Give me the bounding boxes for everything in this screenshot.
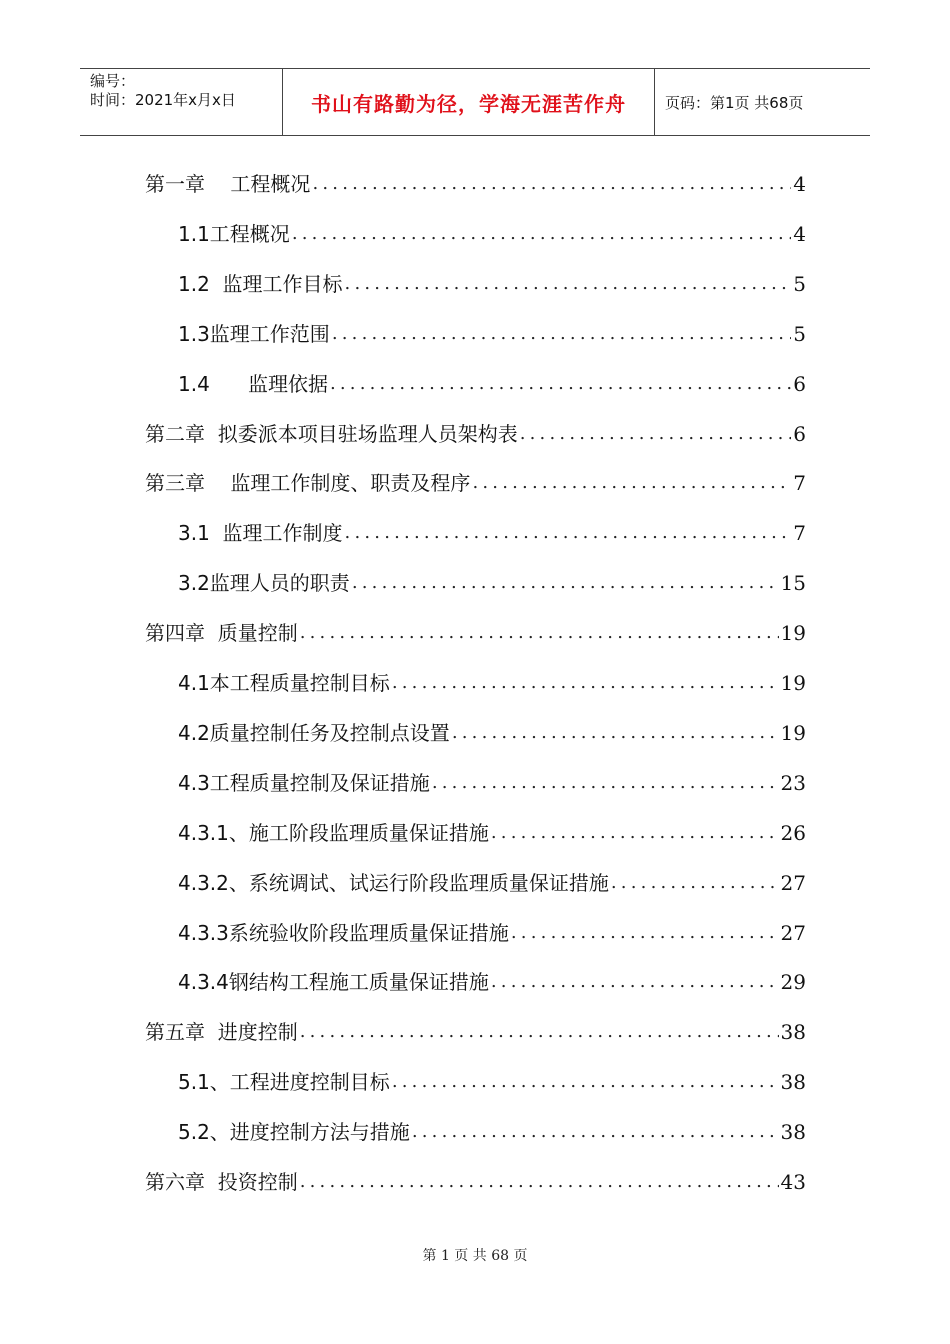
toc-dot-leader [611, 868, 779, 898]
toc-entry[interactable] [145, 419, 806, 449]
toc-entry-title: 第四章 质量控制 [145, 621, 298, 646]
toc-entry[interactable] [178, 918, 806, 948]
date-label: 时间：2021年x月x日 [90, 91, 236, 109]
toc-entry-page: 38 [780, 1120, 806, 1145]
toc-entry[interactable] [178, 269, 806, 299]
toc-entry[interactable] [145, 1017, 806, 1047]
toc-entry-page: 23 [780, 770, 806, 795]
toc-dot-leader [292, 219, 791, 249]
toc-entry-page: 27 [780, 870, 806, 895]
toc-entry-title: 第二章 拟委派本项目驻场监理人员架构表 [145, 421, 518, 446]
toc-entry-title: 1.2 监理工作目标 [178, 271, 343, 296]
toc-dot-leader [392, 668, 779, 698]
toc-entry-page: 6 [793, 371, 806, 396]
toc-dot-leader [332, 319, 791, 349]
toc-dot-leader [452, 718, 779, 748]
toc-entry[interactable] [178, 1067, 806, 1097]
header-page-info: 页码：第1页 共68页 [665, 93, 804, 112]
toc-entry-title: 3.2监理人员的职责 [178, 571, 350, 596]
toc-dot-leader [330, 369, 791, 399]
toc-entry[interactable] [178, 568, 806, 598]
toc-entry-page: 38 [780, 1070, 806, 1095]
toc-dot-leader [432, 768, 779, 798]
toc-entry[interactable] [178, 1117, 806, 1147]
toc-entry-page: 4 [793, 221, 806, 246]
toc-entry-page: 7 [793, 521, 806, 546]
toc-entry[interactable] [145, 618, 806, 648]
header-motto: 书山有路勤为径，学海无涯苦作舟 [282, 69, 655, 135]
toc-entry-title: 4.3工程质量控制及保证措施 [178, 770, 430, 795]
page-header [80, 68, 870, 136]
toc-dot-leader [312, 169, 791, 199]
toc-entry[interactable] [178, 668, 806, 698]
toc-entry-page: 19 [780, 720, 806, 745]
toc-entry-title: 第一章 工程概况 [145, 172, 311, 196]
toc-entry[interactable] [145, 169, 806, 199]
toc-entry-title: 1.4 监理依据 [178, 371, 328, 396]
toc-entry[interactable] [178, 219, 806, 249]
toc-entry-page: 29 [780, 970, 806, 995]
toc-dot-leader [300, 1167, 779, 1197]
toc-entry-page: 4 [793, 172, 806, 196]
toc-entry[interactable] [178, 868, 806, 898]
toc-entry-page: 7 [793, 471, 806, 496]
toc-entry[interactable] [178, 818, 806, 848]
toc-entry-page: 19 [780, 671, 806, 695]
toc-dot-leader [491, 967, 779, 997]
toc-entry[interactable] [178, 718, 806, 748]
toc-entry[interactable] [145, 1167, 806, 1197]
toc-entry[interactable] [145, 468, 806, 498]
toc-entry-title: 1.3监理工作范围 [178, 321, 330, 346]
toc-entry-page: 6 [793, 421, 806, 446]
toc-entry-title: 5.2、进度控制方法与措施 [178, 1120, 410, 1145]
serial-label: 编号： [90, 72, 136, 90]
toc-entry[interactable] [178, 369, 806, 399]
toc-entry-title: 第三章 监理工作制度、职责及程序 [145, 471, 471, 496]
toc-entry-title: 4.3.3系统验收阶段监理质量保证措施 [178, 920, 509, 945]
toc-entry-title: 4.3.1、施工阶段监理质量保证措施 [178, 820, 489, 845]
header-meta [80, 69, 282, 135]
page-footer: 第 1 页 共 68 页 [422, 1248, 528, 1264]
toc-dot-leader [511, 918, 779, 948]
toc-entry-title: 4.3.4钢结构工程施工质量保证措施 [178, 970, 489, 995]
toc-entry-title: 4.2质量控制任务及控制点设置 [178, 720, 450, 745]
toc-entry-title: 4.3.2、系统调试、试运行阶段监理质量保证措施 [178, 870, 609, 895]
toc-entry-page: 38 [780, 1020, 806, 1045]
toc-dot-leader [300, 1017, 779, 1047]
toc-dot-leader [412, 1117, 779, 1147]
toc-entry-page: 5 [793, 321, 806, 346]
toc-entry-title: 5.1、工程进度控制目标 [178, 1070, 390, 1095]
toc-entry-page: 19 [780, 621, 806, 646]
toc-entry[interactable] [178, 768, 806, 798]
toc-dot-leader [520, 419, 792, 449]
toc-dot-leader [352, 568, 779, 598]
toc-entry-page: 27 [780, 920, 806, 945]
toc-entry-page: 43 [780, 1170, 806, 1194]
toc-entry-title: 1.1工程概况 [178, 221, 290, 246]
toc-entry[interactable] [178, 319, 806, 349]
toc-entry-page: 5 [793, 271, 806, 296]
toc-entry-title: 3.1 监理工作制度 [178, 521, 343, 546]
toc-entry-title: 第五章 进度控制 [145, 1020, 298, 1045]
toc-entry[interactable] [178, 518, 806, 548]
toc-entry-page: 26 [780, 820, 806, 845]
toc-dot-leader [345, 518, 792, 548]
toc-dot-leader [472, 468, 791, 498]
toc-entry-title: 第六章 投资控制 [145, 1170, 298, 1194]
toc-dot-leader [345, 269, 792, 299]
toc-entry-title: 4.1本工程质量控制目标 [178, 671, 390, 695]
toc-dot-leader [392, 1067, 779, 1097]
toc-dot-leader [491, 818, 779, 848]
toc-entry[interactable] [178, 967, 806, 997]
toc-entry-page: 15 [780, 571, 806, 596]
toc-dot-leader [300, 618, 779, 648]
